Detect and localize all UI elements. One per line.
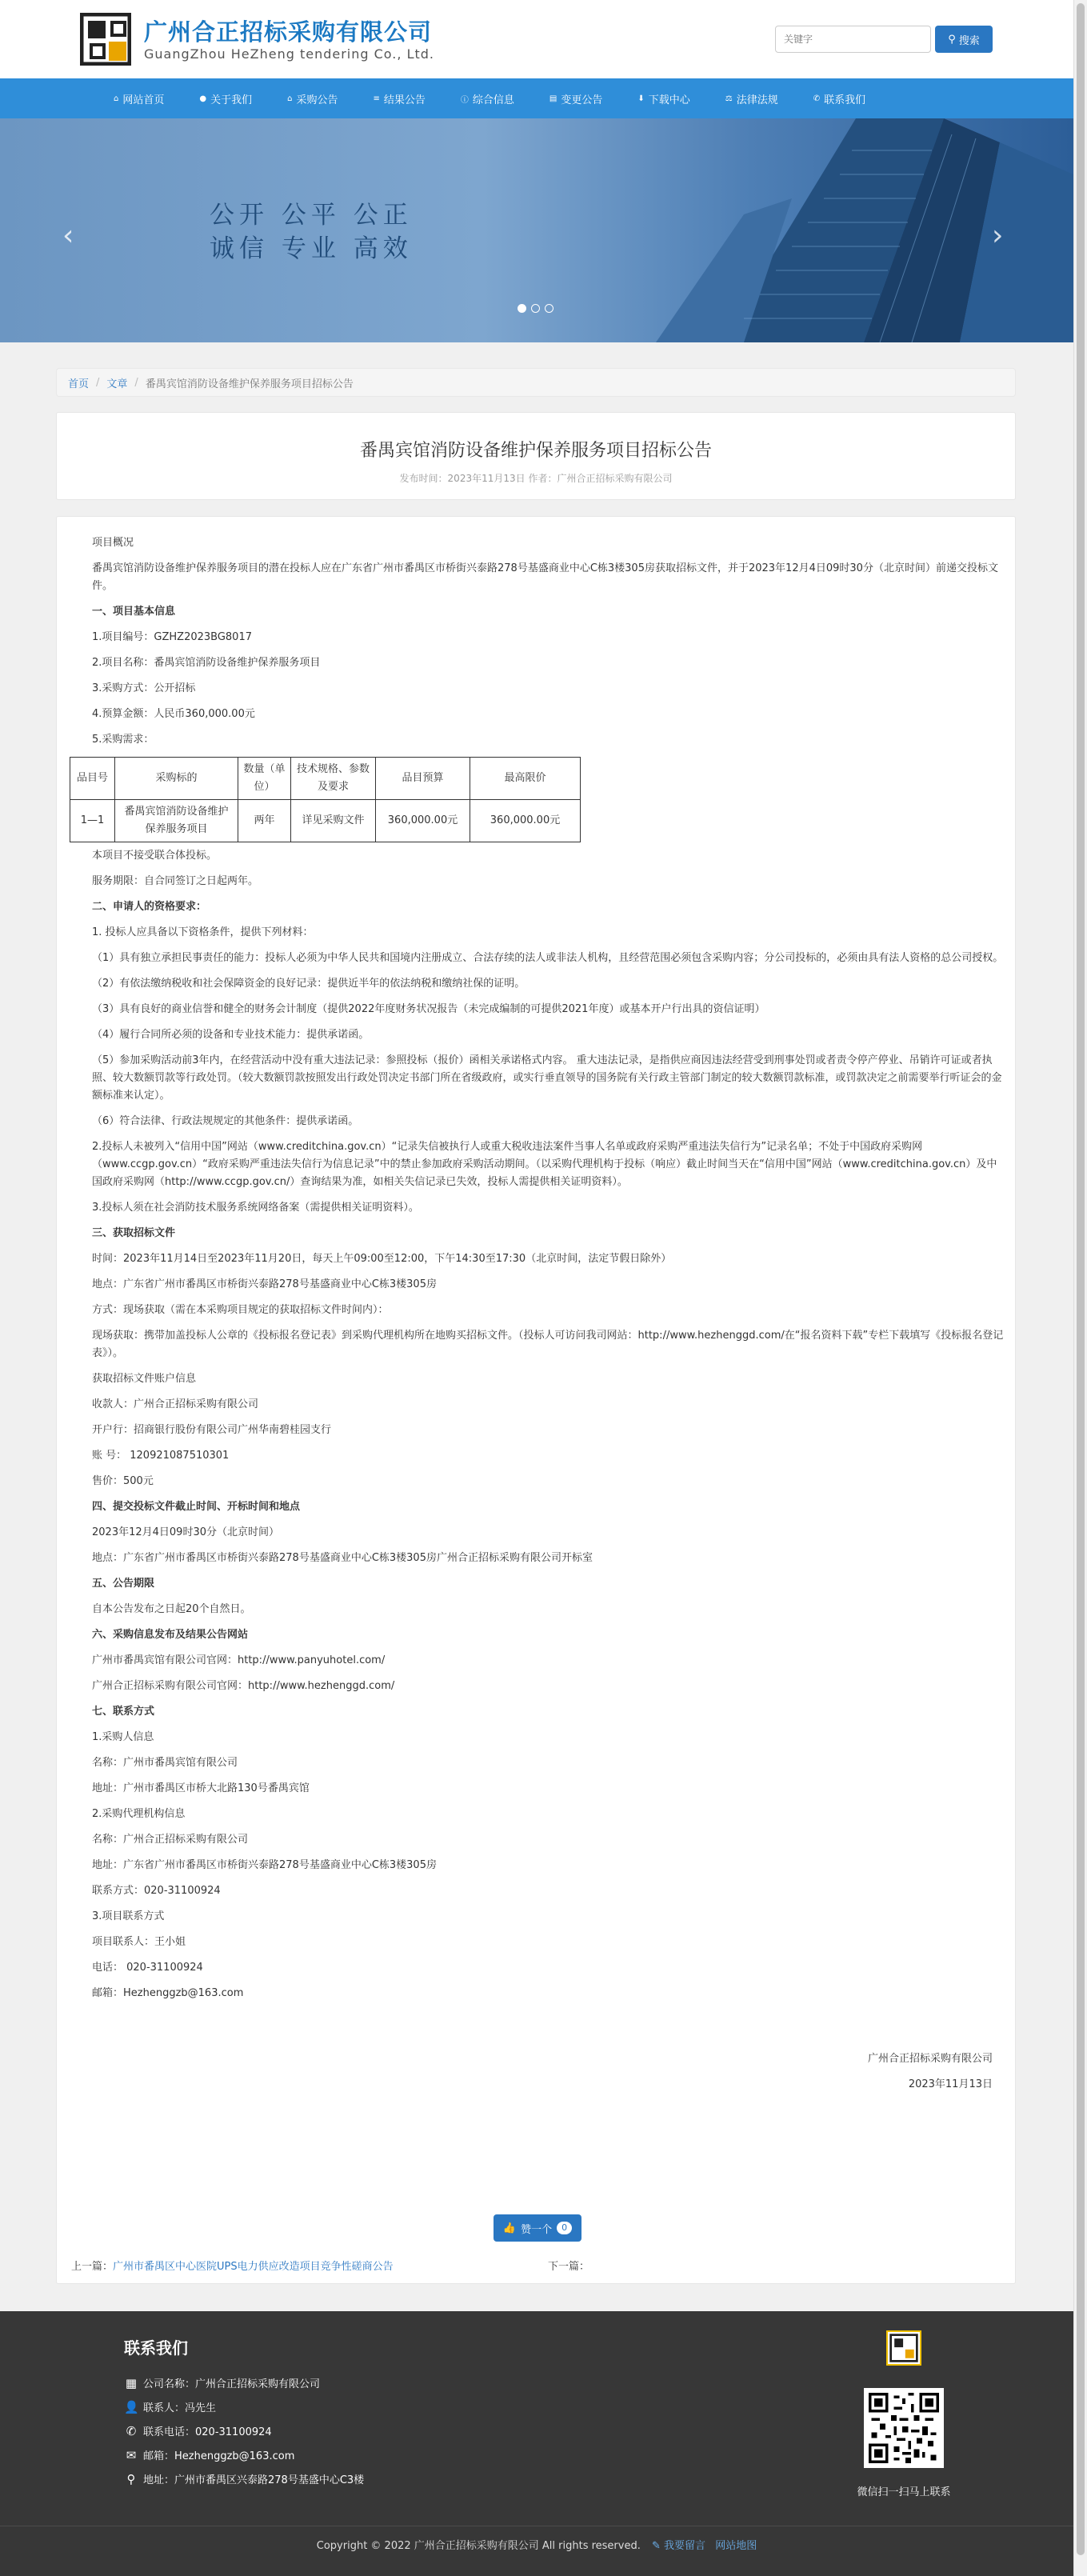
section-heading: 六、采购信息发布及结果公告网站 [92,1629,249,1641]
section-heading: 二、申请人的资格要求： [92,901,207,913]
paragraph: 地址：广东省广州市番禺区市桥街兴泰路278号基盛商业中心C栋3楼305房 [92,1859,437,1871]
paragraph: 收款人：广州合正招标采购有限公司 [92,1398,259,1410]
paragraph: 地点：广东省广州市番禺区市桥街兴泰路278号基盛商业中心C栋3楼305房广州合正招标采购有限公司开标室 [92,1552,593,1564]
table-header: 采购标的 [115,758,238,800]
article-content [70,534,1004,2102]
nav-item-label: 联系我们 [824,94,866,106]
chevron-right-icon[interactable]: › [992,219,1004,252]
wechat-qr-code [864,2388,944,2468]
like-button[interactable] [494,2214,581,2242]
table-cell: 两年 [238,800,291,842]
nav-item-download[interactable] [620,78,707,118]
footer-email [124,2447,294,2462]
gavel-icon: ⚖ [725,94,733,103]
building-illustration [624,118,1073,342]
nav-item-info[interactable] [443,78,532,118]
site-footer [0,2311,1073,2576]
search-icon: ⚲ [948,33,956,46]
search-button[interactable] [935,26,993,53]
footer-email-text: 邮箱：Hezhenggzb@163.com [143,2450,295,2462]
table-header-row [70,758,581,800]
prev-article-link[interactable]: 广州市番禺区中心医院UPS电力供应改造项目竞争性磋商公告 [113,2261,394,2273]
footer-company-text: 公司名称：广州合正招标采购有限公司 [143,2378,321,2390]
search-input[interactable] [775,26,931,53]
footer-company [124,2375,320,2390]
paragraph: 2.采购代理机构信息 [92,1808,186,1820]
nav-item-about[interactable] [182,78,270,118]
paragraph: 获取招标文件账户信息 [92,1373,197,1385]
paragraph: （3）具有良好的商业信誉和健全的财务会计制度（提供2022年度财务状况报告（未完成编制的可提供2021年度）或基本开户行出具的资信证明） [92,1003,765,1015]
phone-icon: ✆ [126,2423,137,2438]
paragraph: 1. 投标人应具备以下资格条件，提供下列材料： [92,926,314,938]
paragraph: （4）履行合同所必须的设备和专业技术能力：提供承诺函。 [92,1029,370,1041]
site-header [0,0,1073,78]
like-count: 0 [557,2222,572,2234]
nav-item-contact[interactable] [796,78,883,118]
company-logo-icon[interactable] [80,13,131,66]
carousel-dot[interactable] [545,304,553,313]
paragraph: （5）参加采购活动前3年内，在经营活动中没有重大违法记录：参照投标（报价）函相关承诺格式内容。 重大违法记录，是指供应商因违法经营受到刑事处罚或者责令停产停业、吊销许可证或者执照、较大数额罚款等行政处罚。（较大数额罚款按照发出行政处罚决定书部门所在省级政府，或实行垂直领导的国务院有关行政主管部门制定的较大数额罚款标准，或罚款决定之前需要举行听证会的金额标准来认定）。 [92,1054,1002,1102]
table-header: 品目预算 [376,758,470,800]
prev-label: 上一篇： [71,2261,114,2273]
article-body [56,516,1016,2284]
banner-slogan [210,198,413,266]
table-row [70,800,581,842]
breadcrumb-current: 番禺宾馆消防设备维护保养服务项目招标公告 [145,378,354,390]
breadcrumb [56,368,1016,397]
section-heading: 五、公告期限 [92,1578,155,1590]
paragraph: 邮箱：Hezhenggzb@163.com [92,1987,244,1999]
search-button-label: 搜索 [958,34,980,47]
paragraph: 地点：广东省广州市番禺区市桥街兴泰路278号基盛商业中心C栋3楼305房 [92,1278,437,1290]
map-pin-icon: ⚲ [126,2471,136,2486]
paragraph: 电话： 020-31100924 [92,1962,203,1974]
info-icon: ⓘ [460,95,469,105]
breadcrumb-home[interactable]: 首页 [68,378,90,390]
paragraph: 售价：500元 [92,1475,154,1487]
chevron-left-icon[interactable]: ‹ [62,219,74,252]
paragraph: 2.项目名称：番禺宾馆消防设备维护保养服务项目 [92,657,321,669]
section-heading: 三、获取招标文件 [92,1227,176,1239]
paragraph: （2）有依法缴纳税收和社会保障资金的良好记录：提供近半年的依法纳税和缴纳社保的证明。 [92,978,526,990]
scrollbar-thumb[interactable] [1077,3,1085,2555]
copyright-text: Copyright © 2022 广州合正招标采购有限公司 All rights reserved. [316,2540,641,2552]
article-header [56,412,1016,500]
paragraph: 自本公告发布之日起20个自然日。 [92,1603,251,1615]
paragraph: 项目联系人：王小姐 [92,1936,186,1948]
footer-phone [124,2423,272,2438]
next-label: 下一篇： [548,2261,590,2273]
paragraph: 2023年12月4日09时30分（北京时间） [92,1526,279,1538]
nav-item-home[interactable] [96,78,182,118]
sitemap-link[interactable]: 网站地图 [715,2540,757,2552]
paragraph: 4.预算金额：人民币360,000.00元 [92,708,255,720]
carousel-dot[interactable] [518,304,526,313]
section-heading: 四、提交投标文件截止时间、开标时间和地点 [92,1501,301,1513]
nav-item-label: 网站首页 [122,94,165,106]
article-title: 番禺宾馆消防设备维护保养服务项目招标公告 [359,441,712,461]
table-header: 数量（单位） [238,758,291,800]
paragraph: 现场获取：携带加盖投标人公章的《投标报名登记表》到采购代理机构所在地购买招标文件。（投标人可访问我司网站：http://www.hezhenggd.com/在“报名资料下载”专栏下载填写《投标报名登记表》）。 [92,1330,1004,1359]
carousel-dot[interactable] [531,304,540,313]
paragraph: 名称：广州市番禺宾馆有限公司 [92,1757,238,1769]
table-cell: 1—1 [70,800,115,842]
copyright [0,2537,1073,2552]
table-cell: 360,000.00元 [376,800,470,842]
file-icon: ▤ [549,94,557,103]
table-header: 品目号 [70,758,115,800]
paragraph: 账 号： 120921087510301 [92,1450,230,1462]
signature-date: 2023年11月13日 [908,2078,993,2090]
paragraph: 服务期限：自合同签订之日起两年。 [92,875,259,887]
company-name[interactable]: 广州合正招标采购有限公司 [144,18,433,46]
table-header: 最高限价 [470,758,581,800]
stack-icon: ≡ [373,94,380,103]
nav-item-label: 法律法规 [736,94,778,106]
section-heading: 一、项目基本信息 [92,606,176,618]
nav-item-procurement[interactable] [270,78,355,118]
footer-address-text: 地址：广州市番禺区兴泰路278号基盛中心C3楼 [143,2474,365,2486]
main-nav [0,78,1073,118]
banner-carousel[interactable] [0,118,1073,342]
paragraph: 3.投标人须在社会消防技术服务系统网络备案（需提供相关证明资料）。 [92,1202,419,1214]
banner-line-1: 公开 公平 公正 [210,201,413,230]
table-cell: 详见采购文件 [291,800,376,842]
leave-message-link[interactable]: 我要留言 [664,2540,706,2552]
company-logo-icon [886,2330,921,2366]
company-name-en: GuangZhou HeZheng tendering Co., Ltd. [144,46,434,62]
carousel-dots [518,304,553,313]
nav-item-label: 变更公告 [561,94,603,106]
banner-line-2: 诚信 专业 高效 [210,234,413,263]
paragraph: 1.项目编号：GZHZ2023BG8017 [92,631,252,643]
paragraph: 项目概况 [92,537,134,549]
paragraph: 2.投标人未被列入“信用中国”网站（www.creditchina.gov.cn）“记录失信被执行人或重大税收违法案件当事人名单或政府采购严重违法失信行为”记录名单；不处于中国政府采购网（www.ccgp.gov.cn）“政府采购严重违法失信行为信息记录”中的禁止参加政府采购活动期间。（以采购代理机构于投标（响应）截止时间当天在“信用中国”网站（www.creditchina.gov.cn）及中国政府采购网（http://www.ccgp.gov.cn/）查询结果为准，如相关失信记录已失效，投标人需提供相关证明资料）。 [92,1141,997,1188]
footer-contact [124,2399,216,2414]
breadcrumb-separator: / [96,376,100,389]
nav-item-results[interactable] [356,78,443,118]
footer-phone-text: 联系电话：020-31100924 [143,2426,272,2438]
signature-company: 广州合正招标采购有限公司 [867,2053,993,2065]
requirements-table [70,757,581,842]
nav-item-changes[interactable] [532,78,620,118]
spacer [70,2010,1004,2042]
paragraph: 开户行：招商银行股份有限公司广州华南碧桂园支行 [92,1424,332,1436]
footer-contact-text: 联系人：冯先生 [143,2402,217,2414]
paragraph: （6）符合法律、行政法规规定的其他条件：提供承诺函。 [92,1115,359,1127]
breadcrumb-separator: / [134,376,138,389]
breadcrumb-section[interactable]: 文章 [106,378,128,390]
paragraph: 3.项目联系方式 [92,1910,165,1922]
section-heading: 七、联系方式 [92,1706,155,1718]
paragraph: 联系方式：020-31100924 [92,1885,221,1897]
paragraph: 广州市番禺宾馆有限公司官网：http://www.panyuhotel.com/ [92,1654,386,1666]
paragraph: 时间：2023年11月14日至2023年11月20日，每天上午09:00至12:00，下午14:30至17:30（北京时间，法定节假日除外） [92,1253,672,1265]
paragraph: 5.采购需求： [92,734,154,746]
home-icon: ⌂ [114,94,119,103]
message-icon: ✎ [652,2540,661,2552]
like-label: 赞一个 [521,2223,553,2236]
article-pager [71,2258,590,2273]
paragraph: 方式：现场获取（需在本采购项目规定的获取招标文件时间内）： [92,1304,389,1316]
nav-item-label: 采购公告 [296,94,338,106]
building-icon: ▦ [125,2375,138,2390]
phone-icon: ✆ [813,94,821,103]
paragraph: 本项目不接受联合体投标。 [92,850,218,862]
footer-title: 联系我们 [124,2338,188,2358]
nav-item-label: 结果公告 [383,94,426,106]
home-icon: ⌂ [287,94,293,103]
nav-item-label: 下载中心 [648,94,690,106]
thumbs-up-icon: 👍 [502,2222,517,2234]
article-meta: 发布时间：2023年11月13日 作者：广州合正招标采购有限公司 [399,473,673,484]
table-cell: 番禺宾馆消防设备维护保养服务项目 [115,800,238,842]
qr-caption: 微信扫一扫马上联系 [857,2486,951,2498]
paragraph: 1.采购人信息 [92,1731,154,1743]
paragraph: 名称：广州合正招标采购有限公司 [92,1834,249,1846]
envelope-icon: ✉ [126,2447,137,2462]
nav-item-label: 关于我们 [210,94,253,106]
paragraph: 番禺宾馆消防设备维护保养服务项目的潜在投标人应在广东省广州市番禺区市桥街兴泰路278号基盛商业中心C栋3楼305房获取招标文件，并于2023年12月4日09时30分（北京时间）前递交投标文件。 [92,562,998,592]
nav-item-laws[interactable] [708,78,796,118]
download-icon: ⬇ [637,94,645,103]
user-icon: 👤 [124,2399,139,2414]
user-icon: ● [199,94,207,103]
paragraph: 广州合正招标采购有限公司官网：http://www.hezhenggd.com/ [92,1680,395,1692]
scrollbar[interactable] [1073,0,1087,2576]
footer-address [124,2471,364,2486]
nav-item-label: 综合信息 [472,94,514,106]
table-header: 技术规格、参数及要求 [291,758,376,800]
table-cell: 360,000.00元 [470,800,581,842]
paragraph: 3.采购方式：公开招标 [92,682,196,694]
paragraph: 地址：广州市番禺区市桥大北路130号番禺宾馆 [92,1782,310,1794]
paragraph: （1）具有独立承担民事责任的能力：投标人必须为中华人民共和国境内注册成立、合法存续的法人或非法人机构，且经营范围必须包含采购内容；分公司投标的，必须由具有法人资格的总公司授权。 [92,952,1004,964]
